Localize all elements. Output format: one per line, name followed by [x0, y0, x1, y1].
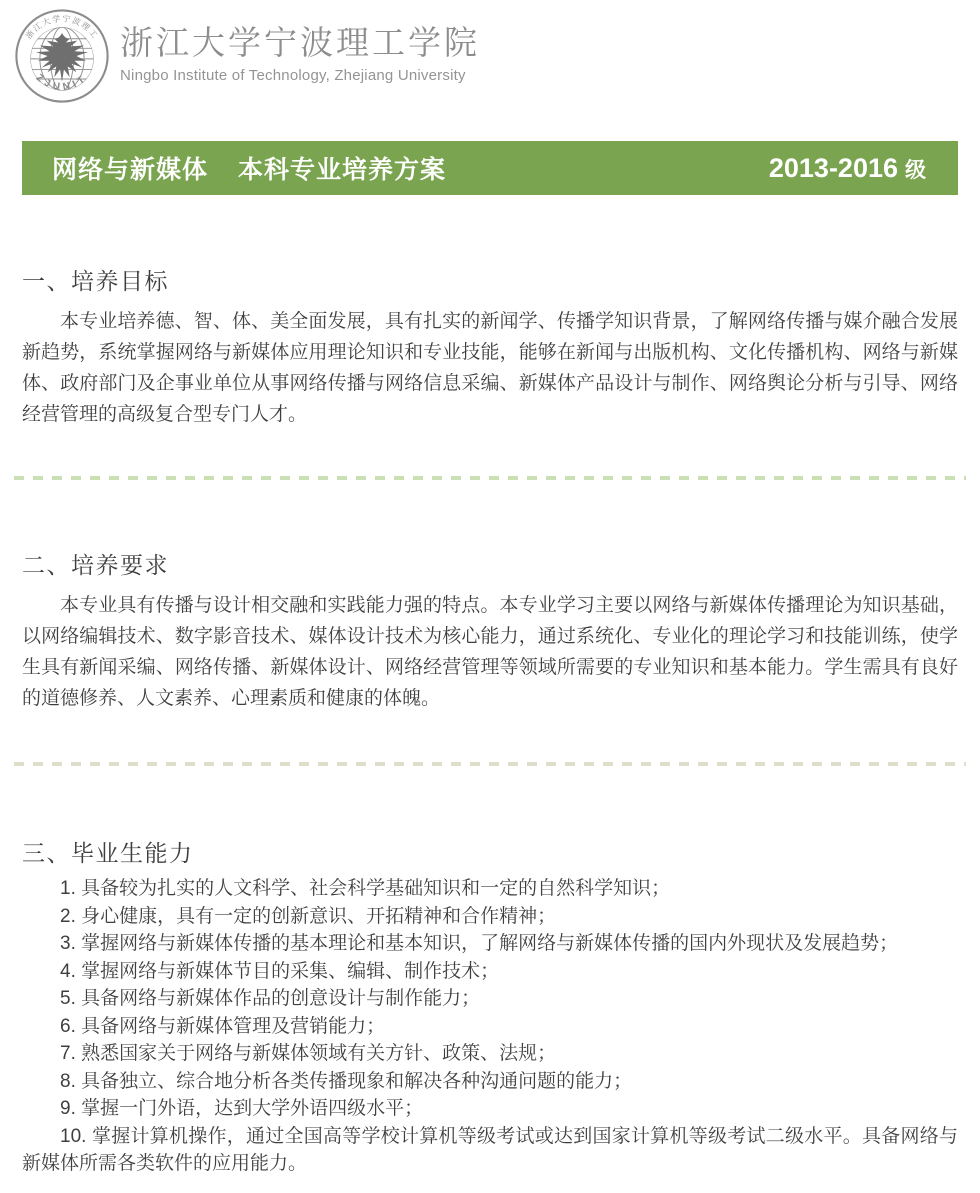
capability-item-8: 8. 具备独立、综合地分析各类传播现象和解决各种沟通问题的能力； [60, 1070, 633, 1092]
page-header [0, 0, 980, 104]
program-plan-label: 本科专业培养方案 [238, 156, 447, 184]
program-title-banner [22, 141, 958, 195]
seal-bottom-text: ZJUNIT [33, 72, 91, 93]
capability-item-3: 3. 掌握网络与新媒体传播的基本理论和基本知识，了解网络与新媒体传播的国内外现状及发展趋势； [60, 933, 899, 954]
university-name-chinese: 浙江大学宁波理工学院 [120, 23, 480, 62]
university-wordmark [120, 8, 480, 84]
capability-item-2: 2. 身心健康，具有一定的创新意识、开拓精神和合作精神； [60, 905, 557, 927]
capability-item-1: 1. 具备较为扎实的人文科学、社会科学基础知识和一定的自然科学知识； [60, 878, 671, 899]
graduate-capability-list [22, 875, 958, 1178]
university-seal-icon [14, 8, 110, 104]
section-1-heading: 一、培养目标 [22, 268, 169, 294]
dashed-divider-2 [14, 762, 966, 766]
seal-top-text: 浙江大学宁波理工 [24, 14, 100, 41]
capability-item-4: 4. 掌握网络与新媒体节目的采集、编辑、制作技术； [60, 960, 500, 982]
section-2-heading: 二、培养要求 [22, 552, 169, 578]
cohort-years: 2013-2016 [768, 152, 898, 183]
capability-item-6: 6. 具备网络与新媒体管理及营销能力； [60, 1015, 386, 1037]
cohort-badge [769, 153, 926, 184]
dashed-divider-1 [14, 476, 966, 480]
capability-item-7: 7. 熟悉国家关于网络与新媒体领域有关方针、政策、法规； [60, 1043, 557, 1064]
section-2-paragraph: 本专业具有传播与设计相交融和实践能力强的特点。本专业学习主要以网络与新媒体传播理论为知识基础，以网络编辑技术、数字影音技术、媒体设计技术为核心能力，通过系统化、专业化的理论学习和技能训练，使学生具有新闻采编、网络传播、新媒体设计、网络经营管理等领域所需要的专业知识和基本能力。学生需具有良好的道德修养、人文素养、心理素质和健康的体魄。 [22, 595, 958, 709]
capability-item-9: 9. 掌握一门外语，达到大学外语四级水平； [60, 1098, 424, 1119]
section-1-paragraph: 本专业培养德、智、体、美全面发展，具有扎实的新闻学、传播学知识背景，了解网络传播与媒介融合发展新趋势，系统掌握网络与新媒体应用理论知识和专业技能，能够在新闻与出版机构、文化传播机构、网络与新媒体、政府部门及企事业单位从事网络传播与网络信息采编、新媒体产品设计与制作、网络舆论分析与引导、网络经营管理的高级复合型专门人才。 [22, 311, 958, 425]
capability-item-5: 5. 具备网络与新媒体作品的创意设计与制作能力； [60, 988, 481, 1009]
section-3-heading: 三、毕业生能力 [22, 840, 194, 866]
capability-item-10: 10. 掌握计算机操作，通过全国高等学校计算机等级考试或达到国家计算机等级考试二级水平。具备网络与新媒体所需各类软件的应用能力。 [22, 1125, 958, 1174]
university-name-english: Ningbo Institute of Technology, Zhejiang University [120, 67, 466, 84]
program-title [52, 150, 446, 186]
cohort-suffix: 级 [905, 158, 926, 182]
program-name: 网络与新媒体 [52, 156, 209, 184]
